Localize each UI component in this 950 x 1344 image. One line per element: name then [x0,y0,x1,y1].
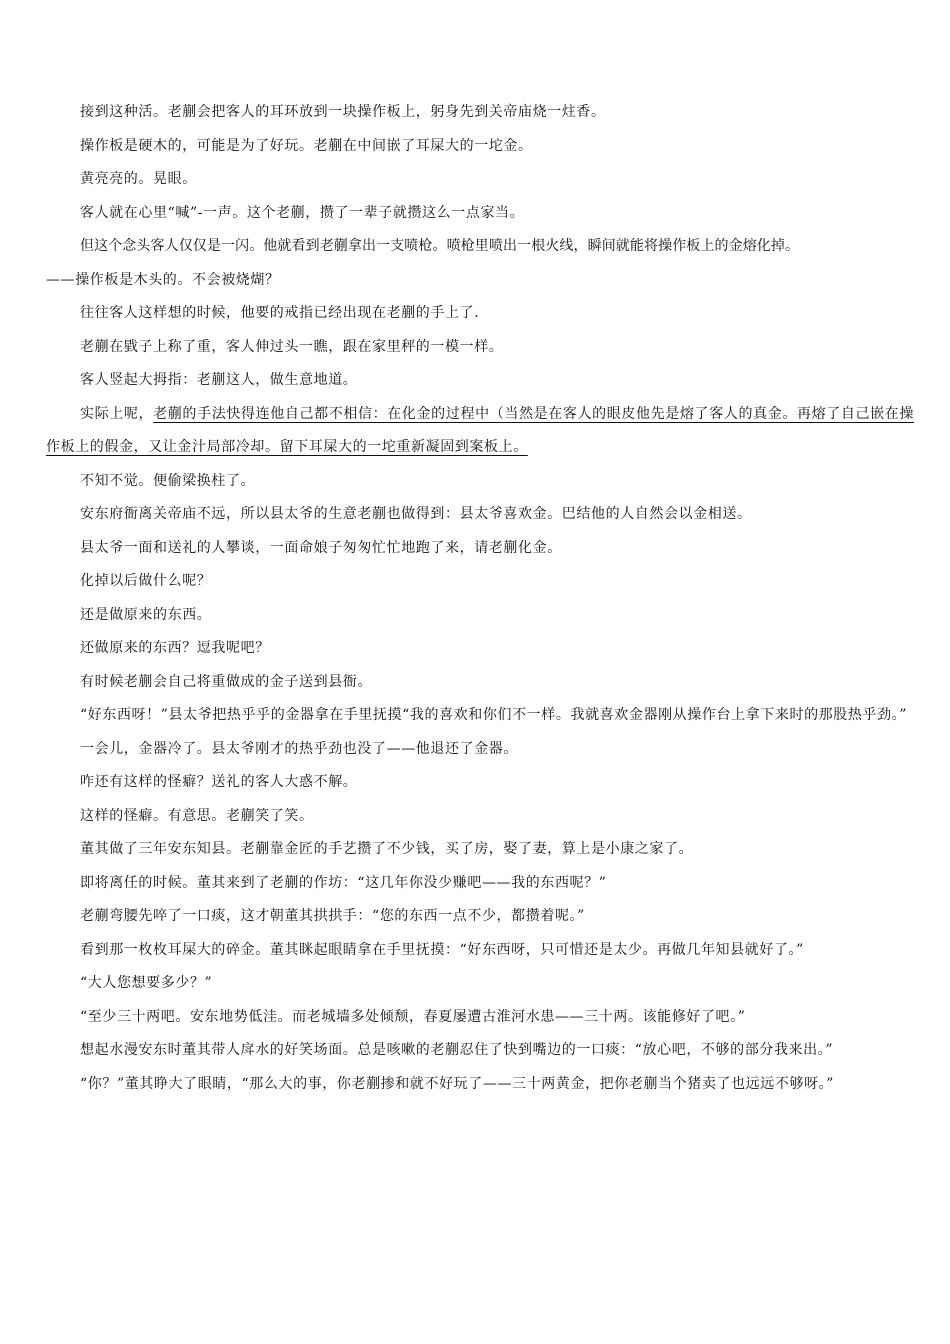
paragraph: 往往客人这样想的时候，他要的戒指已经出现在老蒯的手上了. [80,305,480,321]
paragraph: 董其做了三年安东知县。老蒯靠金匠的手艺攒了不少钱，买了房，娶了妻，算上是小康之家了。 [80,841,694,857]
paragraph: 客人竖起大拇指：老蒯这人，做生意地道。 [80,372,358,388]
paragraph: 县太爷一面和送礼的人攀谈，一面命娘子匆匆忙忙地跑了来，请老蒯化金。 [80,539,562,556]
underlined-passage: 老蒯的手法快得连他自己都不相信：在化金的过程中（当然是在客人的眼皮他先是熔了客人的真金。再熔了自己嵌在操作板上的假金，又让金汁局部冷却。留下耳屎大的一坨重新凝固到案板上。 [46,405,915,455]
paragraph: 这样的怪癖。有意思。老蒯笑了笑。 [80,807,314,824]
paragraph: ——操作板是木头的。不会被烧煳？ [46,271,280,288]
paragraph: 化掉以后做什么呢？ [80,573,212,589]
paragraph: “至少三十两吧。安东地势低洼。而老城墙多处倾颓，春夏屡遭古淮河水患——三十两。该能修好了吧。” [80,1008,746,1025]
paragraph: 老蒯弯腰先啐了一口痰，这才朝董其拱拱手：“您的东西一点不少，都攒着呢。” [80,908,585,924]
paragraph-underlined [46,398,914,465]
paragraph: 操作板是硬木的，可能是为了好玩。老蒯在中间嵌了耳屎大的一坨金。 [80,137,533,154]
paragraph: 还做原来的东西？逗我呢吧？ [80,640,270,656]
paragraph: 客人就在心里“喊”-一声。这个老蒯，攒了一辈子就攒这么一点家当。 [80,204,525,221]
paragraph: 接到这种活。老蒯会把客人的耳环放到一块操作板上，躬身先到关帝庙烧一炷香。 [80,104,606,120]
underlined-lead: 实际上呢， [80,405,154,422]
paragraph: “你？”董其睁大了眼睛，“那么大的事，你老蒯掺和就不好玩了——三十两黄金，把你老蒯当个猪卖了也远远不够呀。” [80,1075,835,1092]
paragraph: 有时候老蒯会自己将重做成的金子送到县衙。 [80,673,372,690]
paragraph: 老蒯在戥子上称了重，客人伸过头一瞧，跟在家里秤的一模一样。 [80,338,504,355]
paragraph: 黄亮亮的。晃眼。 [80,171,197,187]
document-body [46,96,914,1101]
paragraph: 还是做原来的东西。 [80,606,212,623]
paragraph: “大人您想要多少？” [80,975,213,991]
paragraph: 咋还有这样的怪癖？送礼的客人大惑不解。 [80,774,358,790]
paragraph: 不知不觉。便偷梁换柱了。 [80,472,256,489]
paragraph: 一会儿，金器冷了。县太爷刚才的热乎劲也没了——他退还了金器。 [80,740,518,757]
paragraph: 看到那一枚枚耳屎大的碎金。董其眯起眼睛拿在手里抚摸：“好东西呀，只可惜还是太少。再做几年知县就好了。” [80,941,804,958]
paragraph: 即将离任的时候。董其来到了老蒯的作坊：“这几年你没少赚吧——我的东西呢？” [80,874,607,891]
paragraph: 安东府衙离关帝庙不远，所以县太爷的生意老蒯也做得到：县太爷喜欢金。巴结他的人自然会以金相送。 [80,506,752,522]
paragraph: “好东西呀！”县太爷把热乎乎的金器拿在手里抚摸“我的喜欢和你们不一样。我就喜欢金器刚从操作台上拿下来时的那股热乎劲。” [80,707,908,723]
paragraph: 想起水漫安东时董其带人戽水的好笑场面。总是咳嗽的老蒯忍住了快到嘴边的一口痰：“放心吧，不够的部分我来出。” [80,1042,834,1058]
paragraph: 但这个念头客人仅仅是一闪。他就看到老蒯拿出一支喷枪。喷枪里喷出一根火线，瞬间就能将操作板上的金熔化掉。 [80,238,800,254]
